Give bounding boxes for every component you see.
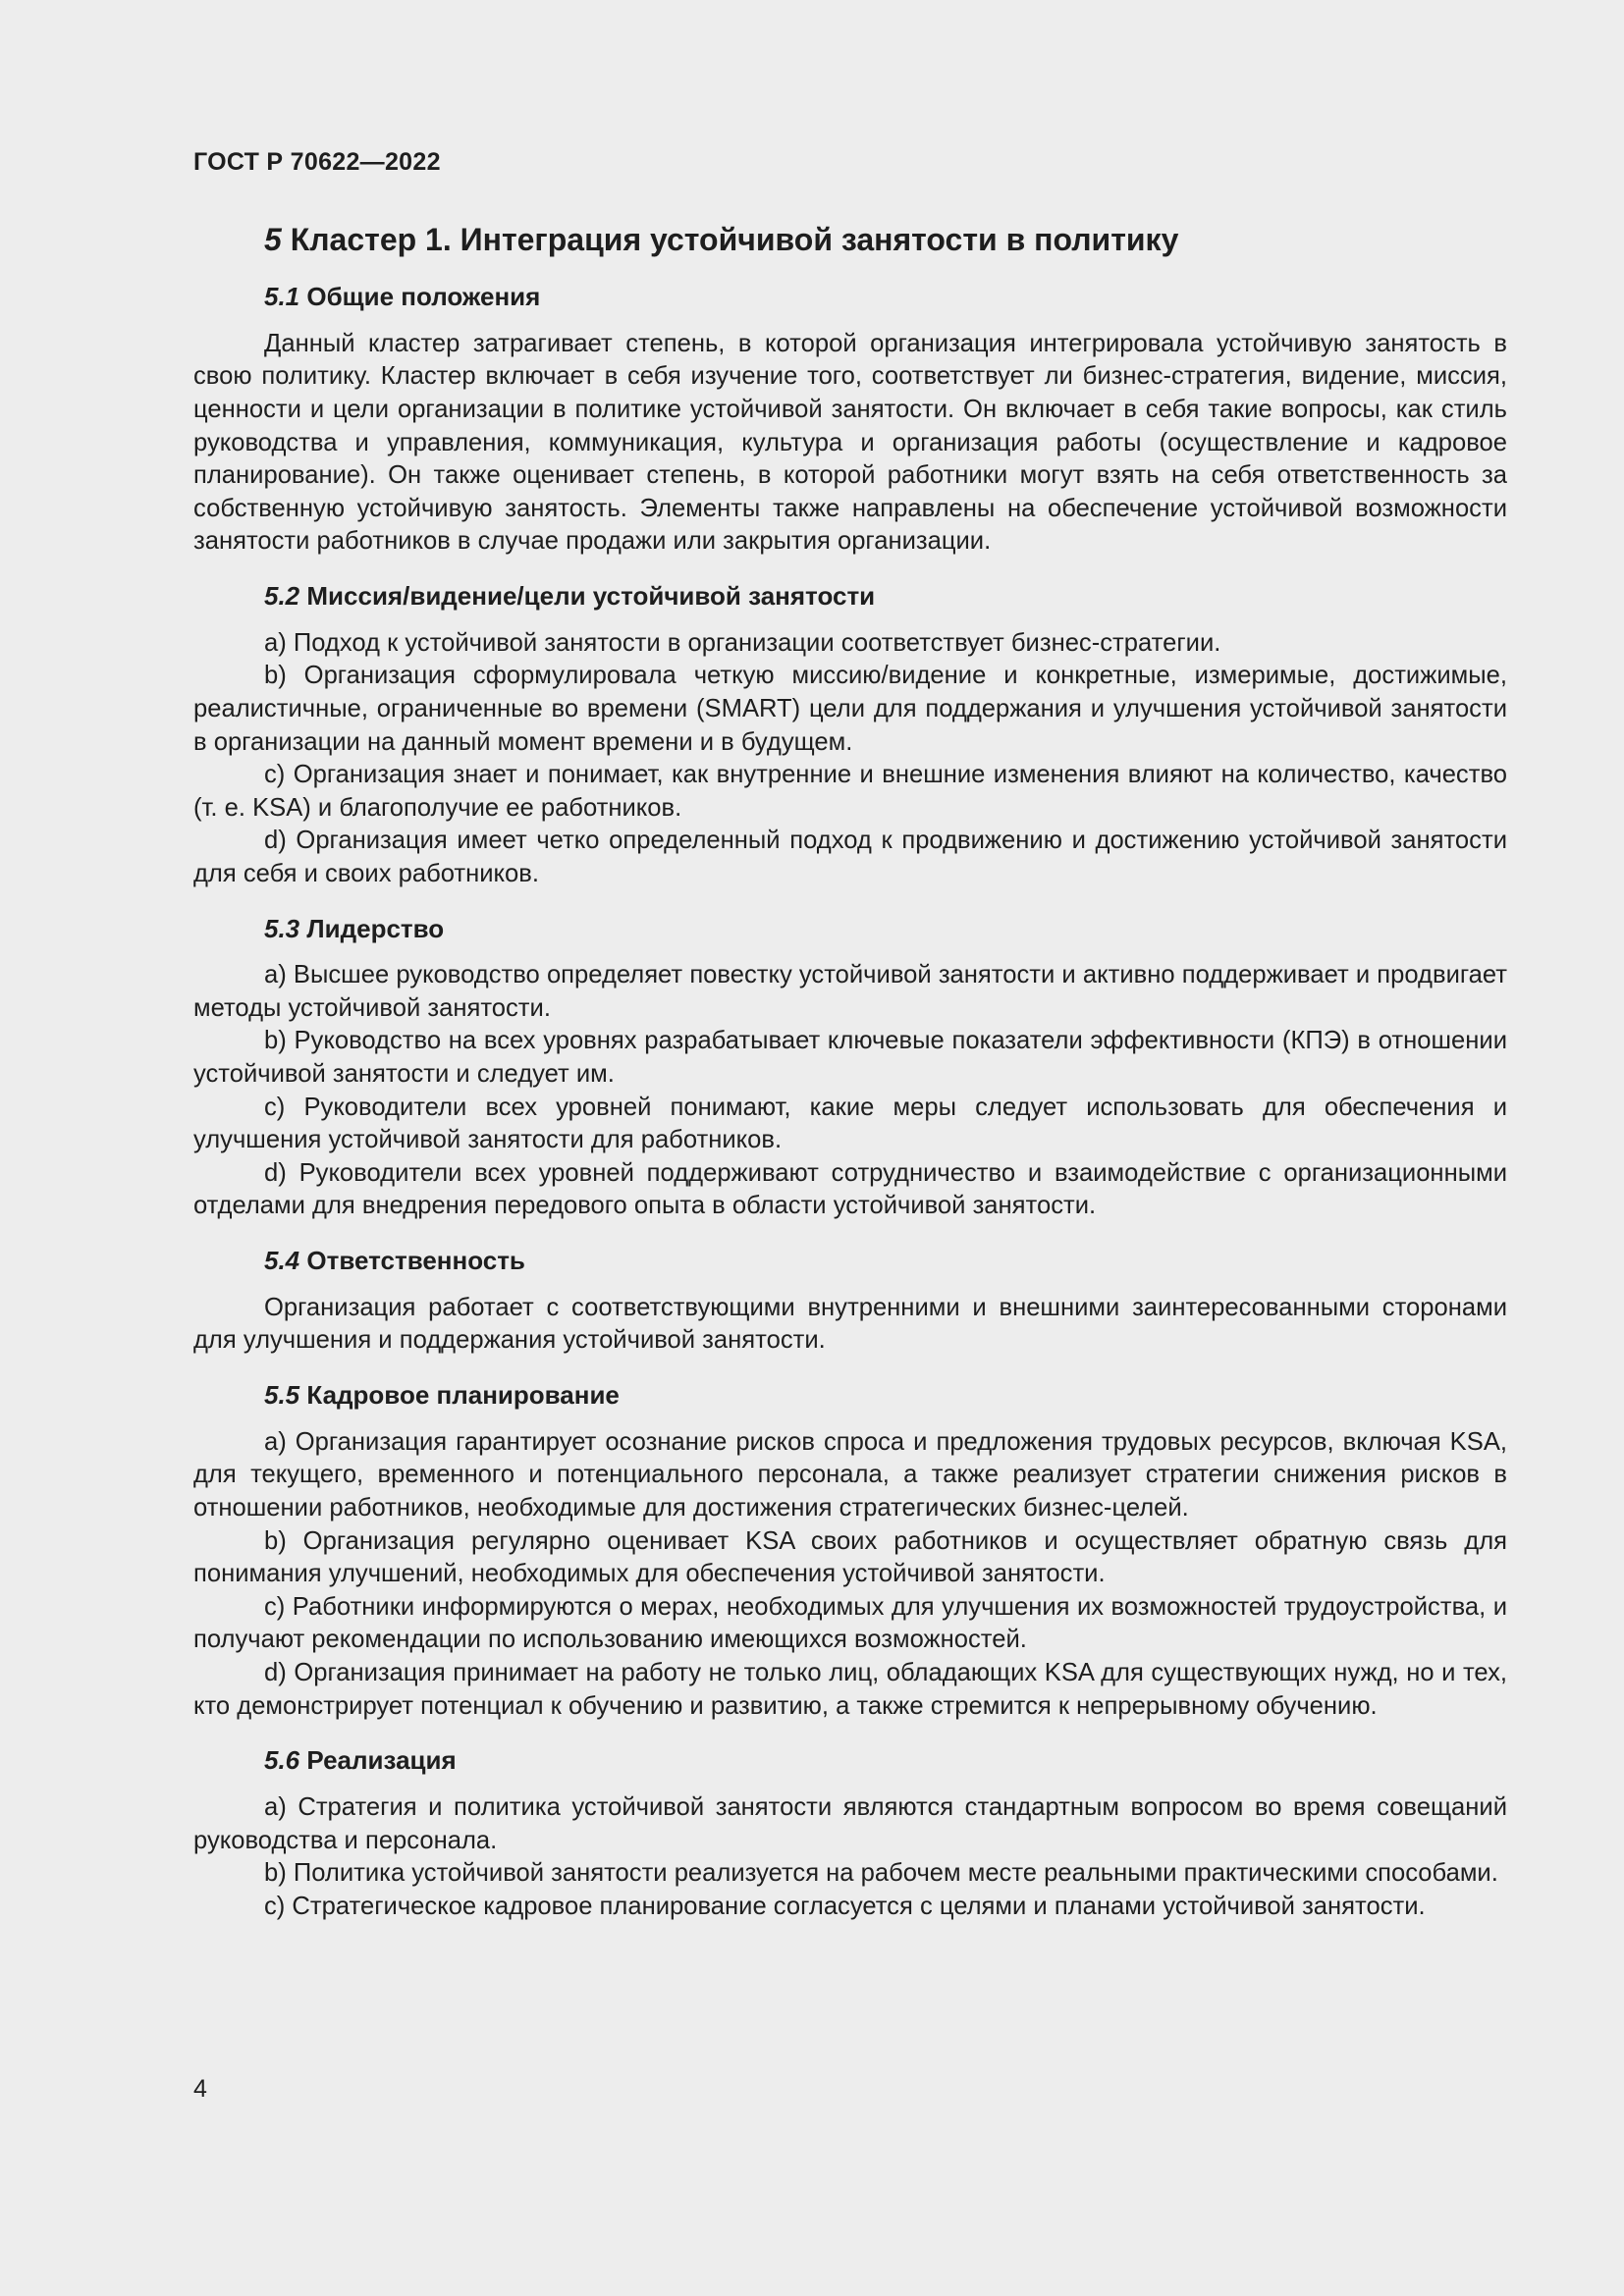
section-5-5 [193, 1379, 1507, 1723]
list-item: a) Организация гарантирует осознание рисков спроса и предложения трудовых ресурсов, включая KSA, для текущего, временного и потенциального персонала, а также реализует стратегии снижения рисков в отношении работников, необходимые для достижения стратегических бизнес-целей. [193, 1427, 1507, 1522]
section-title-text: Лидерство [306, 913, 445, 943]
section-title [193, 1744, 1507, 1778]
section-number: 5.4 [264, 1246, 300, 1276]
section-title [193, 913, 1507, 946]
list-item: b) Руководство на всех уровнях разрабатывает ключевые показатели эффективности (КПЭ) в отношении устойчивой занятости и следует им. [193, 1027, 1507, 1089]
list-item: a) Подход к устойчивой занятости в организации соответствует бизнес-стратегии. [264, 628, 1221, 657]
list-item: d) Организация имеет четко определенный подход к продвижению и достижению устойчивой занятости для себя и своих работников. [193, 827, 1507, 887]
section-5-2 [193, 580, 1507, 891]
list-item: c) Работники информируются о мерах, необходимых для улучшения их возможностей трудоустройства, и получают рекомендации по использованию имеющихся возможностей. [193, 1592, 1507, 1654]
chapter-title [193, 220, 1507, 259]
section-number: 5.1 [264, 282, 300, 311]
chapter-number: 5 [264, 222, 282, 257]
list-item: b) Политика устойчивой занятости реализуется на рабочем месте реальными практическими способами. [264, 1859, 1498, 1888]
section-number: 5.2 [264, 580, 300, 611]
section-5-6 [193, 1744, 1507, 1923]
section-5-4 [193, 1245, 1507, 1358]
page-number: 4 [193, 2075, 207, 2103]
section-number: 5.5 [264, 1380, 300, 1411]
section-title-text: Миссия/видение/цели устойчивой занятости [306, 580, 876, 611]
section-5-3 [193, 913, 1507, 1224]
list-item: c) Организация знает и понимает, как внутренние и внешние изменения влияют на количество, качество (т. е. KSA) и благополучие ее работников. [193, 761, 1507, 822]
paragraph: Данный кластер затрагивает степень, в которой организация интегрировала устойчивую занятость в свою политику. Кластер включает в себя изучение того, соответствует ли бизнес-стратегия, видение, миссия, ценности и цели организации в политике устойчивой занятости. Он включает в себя такие вопросы, как стиль руководства и управления, коммуникация, культура и организация работы (осуществление и кадровое планирование). Он также оценивает степень, в которой работники могут взять на себя ответственность за собственную устойчивую занятость. Элементы также направлены на обеспечение устойчивой возможности занятости работников в случае продажи или закрытия организации. [193, 329, 1507, 556]
section-title [193, 1245, 1507, 1278]
section-title [193, 1379, 1507, 1413]
section-number: 5.6 [264, 1745, 300, 1776]
document-body [193, 220, 1507, 1945]
section-title-text: Реализация [306, 1745, 457, 1776]
list-item: a) Стратегия и политика устойчивой занятости являются стандартным вопросом во время совещаний руководства и персонала. [193, 1792, 1507, 1854]
section-title [193, 580, 1507, 614]
list-item: d) Руководители всех уровней поддерживают сотрудничество и взаимодействие с организационными отделами для внедрения передового опыта в области устойчивой занятости. [193, 1158, 1507, 1220]
list-item: b) Организация сформулировала четкую миссию/видение и конкретные, измеримые, достижимые, реалистичные, ограниченные во времени (SMART) цели для поддержания и улучшения устойчивой занятости в организации на данный момент времени и в будущем. [193, 662, 1507, 756]
list-item: b) Организация регулярно оценивает KSA своих работников и осуществляет обратную связь для понимания улучшений, необходимых для обеспечения устойчивой занятости. [193, 1526, 1507, 1588]
list-item: a) Высшее руководство определяет повестку устойчивой занятости и активно поддерживает и продвигает методы устойчивой занятости. [193, 961, 1507, 1022]
document-page [193, 0, 1507, 2296]
list-item: d) Организация принимает на работу не только лиц, обладающих KSA для существующих нужд, но и тех, кто демонстрирует потенциал к обучению и развитию, а также стремится к непрерывному обучению. [193, 1658, 1507, 1720]
paragraph: Организация работает с соответствующими внутренними и внешними заинтересованными сторонами для улучшения и поддержания устойчивой занятости. [193, 1293, 1507, 1355]
document-header: ГОСТ Р 70622—2022 [193, 148, 441, 176]
section-title [193, 281, 1507, 314]
chapter-title-text: Кластер 1. Интеграция устойчивой занятости в политику [290, 222, 1179, 257]
section-title-text: Кадровое планирование [306, 1380, 620, 1411]
list-item: c) Руководители всех уровней понимают, какие меры следует использовать для обеспечения и улучшения устойчивой занятости для работников. [193, 1093, 1507, 1154]
list-item: c) Стратегическое кадровое планирование согласуется с целями и планами устойчивой занятости. [264, 1892, 1426, 1920]
section-title-text: Ответственность [306, 1246, 525, 1276]
section-number: 5.3 [264, 913, 300, 943]
section-title-text: Общие положения [306, 282, 541, 311]
section-5-1 [193, 281, 1507, 559]
